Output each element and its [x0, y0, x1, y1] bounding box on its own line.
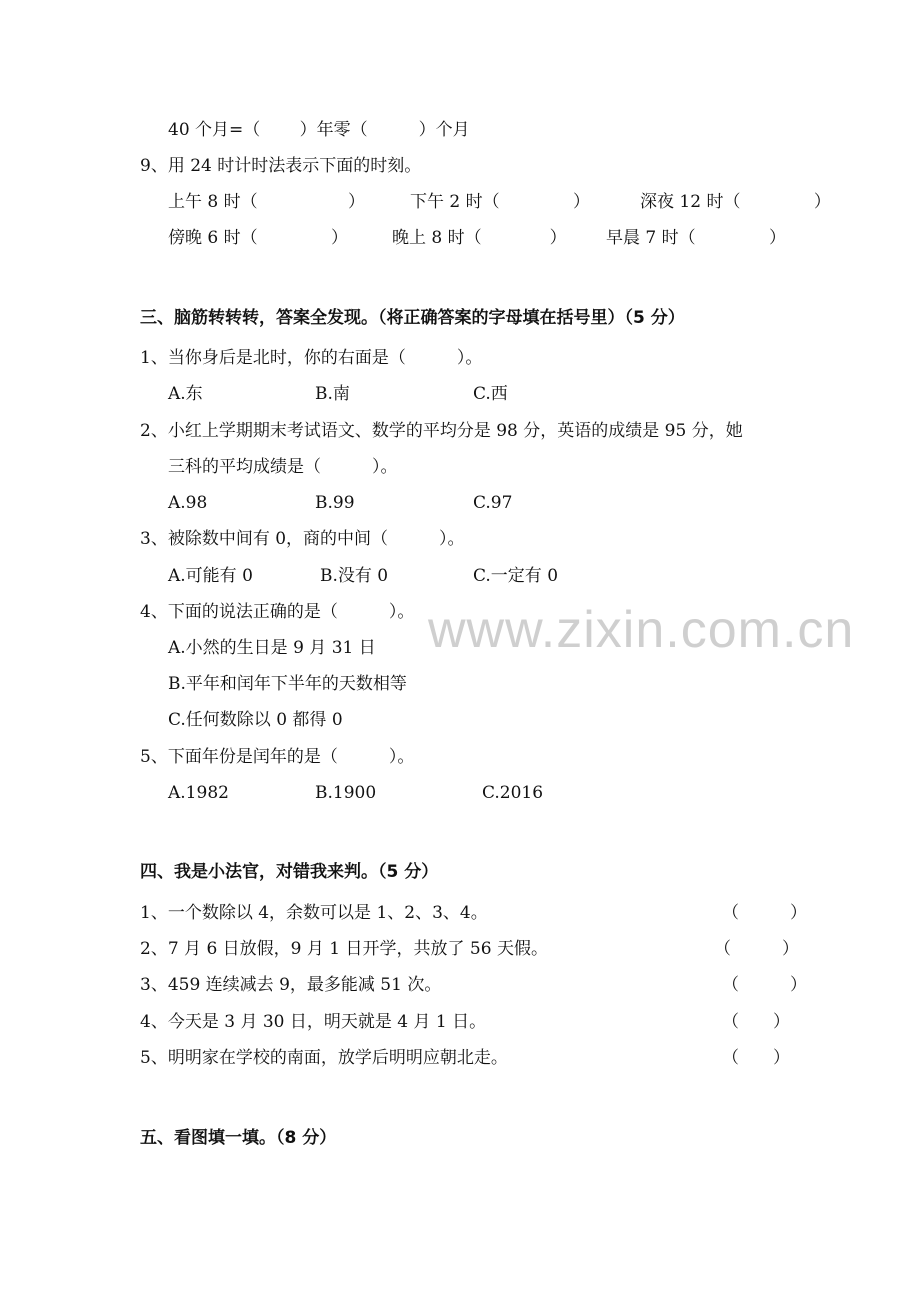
s3-q2-line1: 2、小红上学期期末考试语文、数学的平均分是 98 分，英语的成绩是 95 分，她 — [140, 421, 743, 441]
s3-option: A.小然的生日是 9 月 31 日 — [168, 638, 376, 658]
s4-answer-blank: （ ） — [722, 1012, 790, 1032]
s3-option: B.99 — [315, 493, 355, 513]
s4-item-text: 1、一个数除以 4，余数可以是 1、2、3、4。 — [140, 903, 488, 923]
s4-answer-blank: （ ） — [722, 1048, 790, 1068]
s3-option: B.南 — [315, 384, 350, 404]
s4-item-text: 2、7 月 6 日放假，9 月 1 日开学，共放了 56 天假。 — [140, 939, 548, 959]
s3-q1: 1、当你身后是北时，你的右面是（ ）。 — [140, 348, 483, 368]
s3-option: C.97 — [473, 493, 513, 513]
s3-option: B.没有 0 — [320, 566, 389, 586]
s3-option: C.任何数除以 0 都得 0 — [168, 710, 343, 730]
s3-option: C.西 — [473, 384, 508, 404]
q9-item: 晚上 8 时（ ） — [392, 228, 567, 248]
s3-q2-line2: 三科的平均成绩是（ ）。 — [168, 457, 398, 477]
section-4-heading: 四、我是小法官，对错我来判。（5 分） — [140, 862, 439, 882]
s3-option: A.东 — [168, 384, 203, 404]
q9-title: 9、用 24 时计时法表示下面的时刻。 — [140, 156, 422, 176]
s3-option: B.平年和闰年下半年的天数相等 — [168, 674, 407, 694]
s3-option: B.1900 — [315, 783, 377, 803]
q9-item: 傍晚 6 时（ ） — [168, 228, 349, 248]
watermark: www.zixin.com.cn — [428, 601, 855, 659]
s4-answer-blank: （ ） — [714, 939, 799, 959]
q9-item: 上午 8 时（ ） — [168, 192, 366, 212]
s3-option: A.可能有 0 — [168, 566, 253, 586]
s3-q4: 4、下面的说法正确的是（ ）。 — [140, 602, 415, 622]
months-line: 40 个月=（ ）年零（ ）个月 — [168, 120, 470, 140]
s3-q5: 5、下面年份是闰年的是（ ）。 — [140, 747, 415, 767]
s3-option: C.2016 — [482, 783, 544, 803]
section-3-heading: 三、脑筋转转转，答案全发现。（将正确答案的字母填在括号里）（5 分） — [140, 308, 685, 328]
s3-option: A.98 — [168, 493, 208, 513]
s4-answer-blank: （ ） — [722, 903, 807, 923]
q9-item: 下午 2 时（ ） — [410, 192, 591, 212]
s4-item-text: 3、459 连续减去 9，最多能减 51 次。 — [140, 975, 442, 995]
s4-item-text: 4、今天是 3 月 30 日，明天就是 4 月 1 日。 — [140, 1012, 487, 1032]
section-5-heading: 五、看图填一填。（8 分） — [140, 1128, 337, 1148]
s3-option: C.一定有 0 — [473, 566, 559, 586]
q9-item: 深夜 12 时（ ） — [640, 192, 831, 212]
s3-q3: 3、被除数中间有 0，商的中间（ ）。 — [140, 529, 465, 549]
s4-answer-blank: （ ） — [722, 975, 807, 995]
s4-item-text: 5、明明家在学校的南面，放学后明明应朝北走。 — [140, 1048, 508, 1068]
q9-item: 早晨 7 时（ ） — [606, 228, 787, 248]
s3-option: A.1982 — [168, 783, 229, 803]
